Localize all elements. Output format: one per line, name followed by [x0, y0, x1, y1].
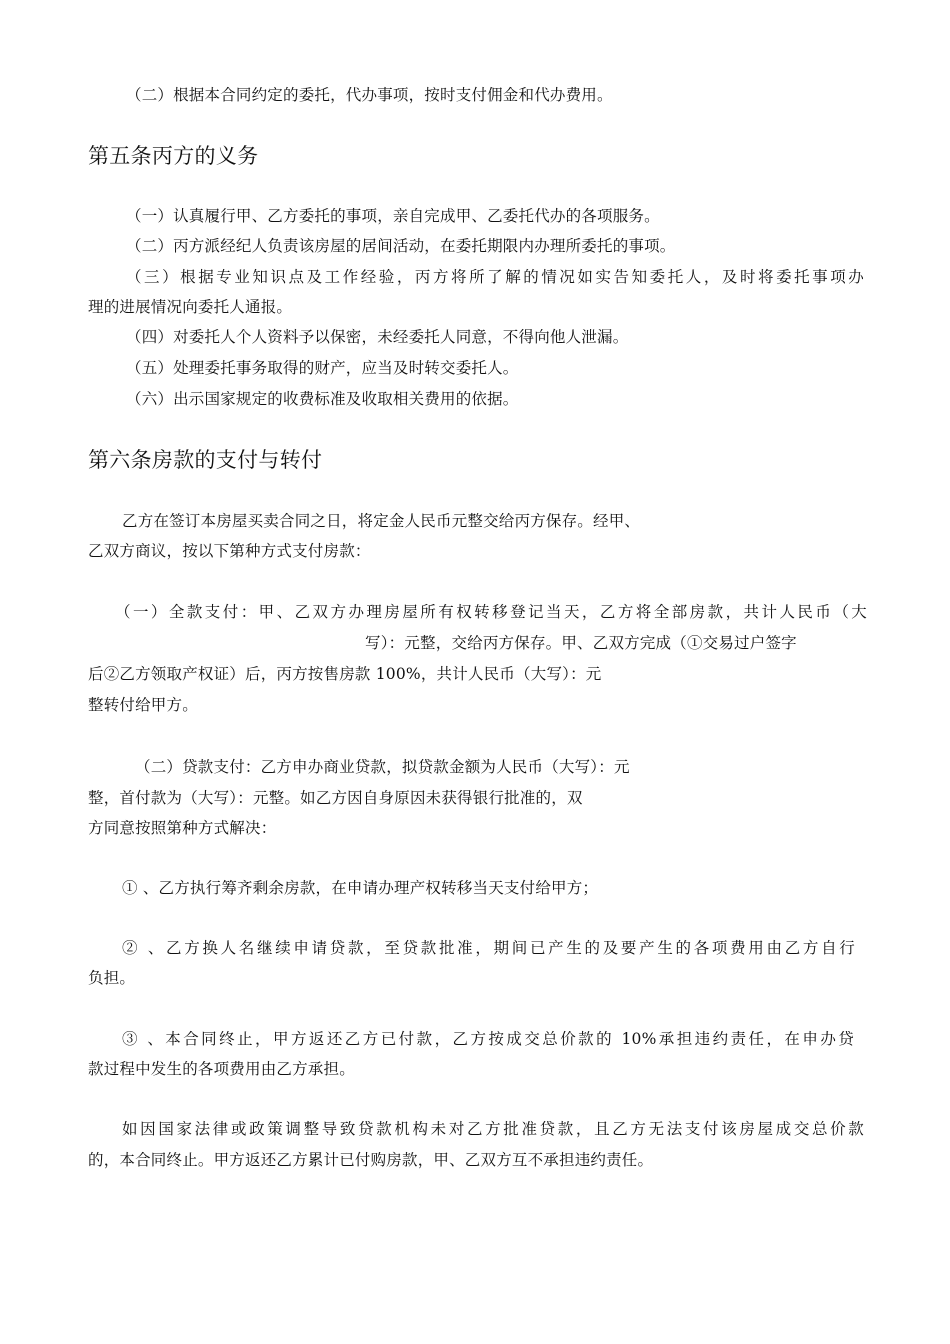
article-5-item-6: （六）出示国家规定的收费标准及收取相关费用的依据。: [126, 390, 519, 408]
full-payment-line-3: 后②乙方领取产权证）后，丙方按售房款 100%，共计人民币（大写）：元: [88, 665, 602, 683]
loan-payment-line-2: 整，首付款为（大写）：元整。如乙方因自身原因未获得银行批准的，双: [88, 789, 583, 807]
article-5-item-1: （一）认真履行甲、乙方委托的事项，亲自完成甲、乙委托代办的各项服务。: [126, 207, 660, 225]
article-5-item-5: （五）处理委托事务取得的财产，应当及时转交委托人。: [126, 359, 519, 377]
loan-option-2-line-1: ② 、乙方换人名继续申请贷款，至贷款批准，期间已产生的及要产生的各项费用由乙方自行: [122, 939, 855, 957]
loan-option-3-line-1: ③ 、本合同终止，甲方返还乙方已付款，乙方按成交总价款的 10%承担违约责任，在申办贷: [122, 1030, 854, 1048]
full-payment-line-4: 整转付给甲方。: [88, 696, 198, 714]
loan-payment-line-3: 方同意按照第种方式解决：: [88, 819, 277, 837]
section-heading-article-5: 第五条丙方的义务: [88, 144, 259, 168]
article-5-item-3-line-2: 理的进展情况向委托人通报。: [88, 298, 293, 316]
section-heading-article-6: 第六条房款的支付与转付: [88, 448, 323, 472]
article-6-intro-line-2: 乙双方商议，按以下第种方式支付房款：: [88, 542, 371, 560]
loan-option-1: ① 、乙方执行筹齐剩余房款，在申请办理产权转移当天支付给甲方；: [122, 879, 599, 897]
full-payment-line-1: （一）全款支付：甲、乙双方办理房屋所有权转移登记当天，乙方将全部房款，共计人民币（大: [115, 603, 867, 621]
full-payment-line-2: 写）：元整，交给丙方保存。甲、乙双方完成（①交易过户签字: [365, 634, 797, 652]
policy-paragraph-line-2: 的，本合同终止。甲方返还乙方累计已付购房款，甲、乙双方互不承担违约责任。: [88, 1151, 654, 1169]
policy-paragraph-line-1: 如因国家法律或政策调整导致贷款机构未对乙方批准贷款，且乙方无法支付该房屋成交总价款: [122, 1120, 864, 1138]
loan-payment-line-1: （二）贷款支付：乙方申办商业贷款，拟贷款金额为人民币（大写）：元: [135, 758, 630, 776]
article-5-item-2: （二）丙方派经纪人负责该房屋的居间活动，在委托期限内办理所委托的事项。: [126, 237, 676, 255]
article-5-item-3-line-1: （三）根据专业知识点及工作经验，丙方将所了解的情况如实告知委托人，及时将委托事项办: [126, 268, 864, 286]
article-6-intro-line-1: 乙方在签订本房屋买卖合同之日，将定金人民币元整交给丙方保存。经甲、: [122, 512, 641, 530]
paragraph-payment-commission: （二）根据本合同约定的委托，代办事项，按时支付佣金和代办费用。: [126, 86, 613, 104]
loan-option-3-line-2: 款过程中发生的各项费用由乙方承担。: [88, 1060, 355, 1078]
article-5-item-4: （四）对委托人个人资料予以保密，未经委托人同意，不得向他人泄漏。: [126, 328, 629, 346]
loan-option-2-line-2: 负担。: [88, 969, 136, 987]
